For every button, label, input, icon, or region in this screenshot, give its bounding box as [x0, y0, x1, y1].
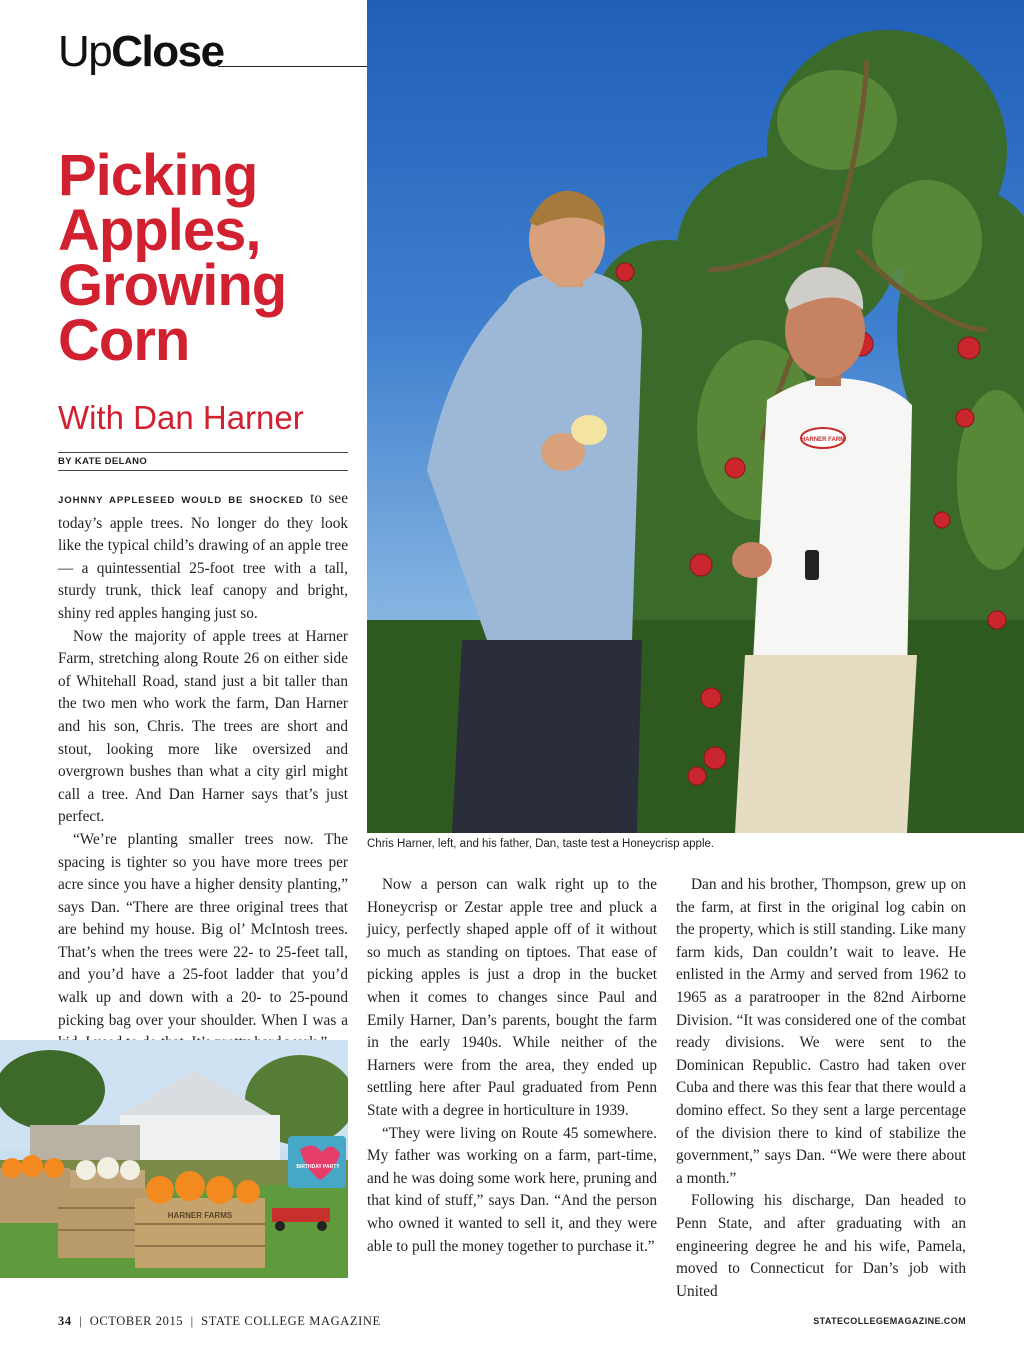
- lead-in: JOHNNY APPLESEED WOULD BE SHOCKED: [58, 495, 304, 506]
- section-label-bold: Close: [111, 27, 224, 76]
- paragraph-text: to see today’s apple trees. No longer do they look like the typical child’s drawing of an apple tree — a quintessential 25-foot tree with a tall, sturdy trunk, thick leaf canopy and bright, shiny red apples hanging just so.: [58, 490, 348, 622]
- magazine-name: STATE COLLEGE MAGAZINE: [201, 1314, 381, 1328]
- paragraph: Now the majority of apple trees at Harner Farm, stretching along Route 26 on either side of Whitehall Road, stand just a bit taller than the two men who work the farm, Dan Harner and his son, Chris. The trees are short and stout, looking more like oversized and overgrown bushes than what a city girl might call a tree. And Dan Harner says that’s just perfect.: [58, 627, 348, 826]
- article-headline: [58, 143, 358, 373]
- byline-rule-bottom: [58, 470, 348, 471]
- page-number: 34: [58, 1314, 72, 1328]
- photo-caption: Chris Harner, left, and his father, Dan, taste test a Honeycrisp apple.: [367, 838, 715, 850]
- headline-line: Picking: [58, 143, 258, 208]
- paragraph: “We’re planting smaller trees now. The spacing is tighter so you have more trees per acre since you have a higher density planting,” says Dan. “There are three original trees that are behind my house. Big ol’ McIntosh trees. That’s when the trees were 22- to 25-feet tall, and you’d have a 25-foot ladder that you’d walk up and down with a 20- to 25-pound picking bag over your shoulder. When I was a: [58, 830, 348, 1029]
- footer-separator: |: [79, 1314, 83, 1328]
- byline-rule-top: [58, 452, 348, 453]
- paragraph: Now a person can walk right up to the Honeycrisp or Zestar apple tree and pluck a juicy, perfectly shaped apple off of it without so much as standing on tiptoes. That ease of picking apples is just a drop in the bucket when it comes to changes since Paul and Emily Harner, Dan’s parents, bought the farm in the early 1940s. While neither of the Harners were from the area, they ended up settling here after Paul graduated from Penn State with a degree in horticulture in 1939.: [367, 876, 657, 1119]
- section-rule: [218, 66, 368, 67]
- section-label: [58, 26, 224, 78]
- headline-line: Growing: [58, 253, 287, 318]
- magazine-url: STATECOLLEGEMAGAZINE.COM: [813, 1316, 966, 1326]
- farm-stand-photo: [0, 1040, 348, 1278]
- farm-stand-illustration: [0, 1040, 348, 1278]
- crate-label: HARNER FARMS: [167, 1211, 233, 1220]
- paragraph: Following his discharge, Dan headed to Penn State, and after graduating with an engineering degree he and his wife, Pamela, moved to Connecticut for Dan’s job with United: [676, 1192, 966, 1300]
- headline-line: Apples,: [58, 198, 261, 263]
- headline-line: Corn: [58, 308, 190, 373]
- sign-text: BIRTHDAY PARTY: [296, 1164, 340, 1170]
- article-column-3: [676, 874, 966, 1303]
- hero-illustration: [367, 0, 1024, 833]
- issue-date: OCTOBER 2015: [89, 1314, 184, 1328]
- article-column-1: [58, 488, 348, 1055]
- paragraph: [58, 488, 348, 626]
- byline: BY KATE DELANO: [58, 456, 148, 467]
- page-footer: [58, 1314, 381, 1329]
- paragraph: “They were living on Route 45 somewhere. My father was working on a farm, part-time, and he was doing some work here, pruning and that kind of stuff,” says Dan. “And the person who owned it wanted to sell it, and they were able to pull the money together to purchase it.”: [367, 1124, 657, 1255]
- hero-photo: [367, 0, 1024, 833]
- paragraph: Dan and his brother, Thompson, grew up on the farm, at first in the original log cabin on the property, which is still standing. Like many farm kids, Dan couldn’t wait to leave. He enlisted in the Army and served from 1962 to 1965 as a paratrooper in the 82nd Airborne Division. “It was considered one of the combat ready divisions. We were sent to the Dominican Republic. Castro had taken over Cuba and there was this fear that there would a domino effect. So they sent a large percentage of the division there to kind of stabilize the government,” says Dan. “We were there about a month.”: [676, 876, 966, 1187]
- footer-separator: |: [190, 1314, 194, 1328]
- section-label-light: Up: [58, 27, 112, 76]
- article-column-2: [367, 874, 657, 1258]
- shirt-logo: HARNER FARM: [800, 437, 846, 443]
- article-subtitle: With Dan Harner: [58, 399, 304, 436]
